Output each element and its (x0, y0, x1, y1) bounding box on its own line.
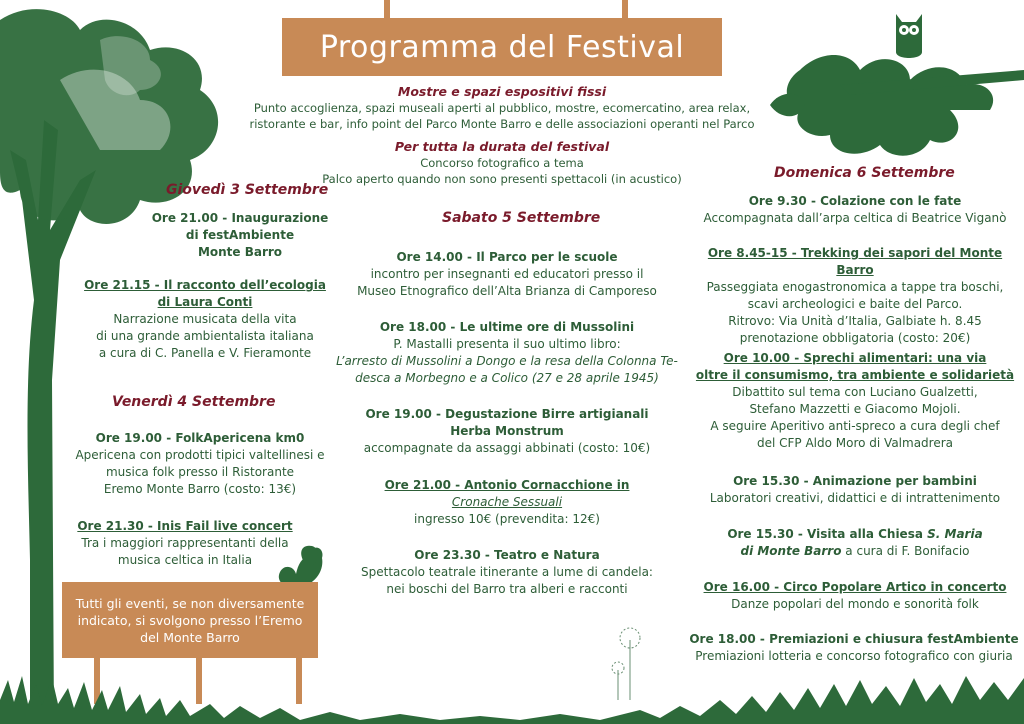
event-sunday-1 (690, 193, 1020, 227)
event-saturday-5 (342, 547, 672, 598)
event-title: Ore 16.00 - Circo Popolare Artico in concerto (703, 580, 1007, 594)
location-note: Tutti gli eventi, se non diversamente indicato, si svolgono presso l’Eremo del Monte Barro (75, 595, 305, 645)
event-title: Cronache Sessuali (451, 495, 563, 509)
event-friday-2 (70, 518, 300, 569)
event-title: Ore 8.45-15 - Trekking dei sapori del Monte Barro (707, 246, 1003, 277)
event-title: Ore 19.00 - FolkApericena km0 (95, 431, 305, 445)
event-desc: incontro per insegnanti ed educatori presso il (370, 267, 644, 281)
event-desc: Apericena con prodotti tipici valtellinesi e (75, 448, 325, 462)
fixed-line-1: Punto accoglienza, spazi museali aperti al pubblico, mostre, ecomercatino, area relax, (253, 101, 751, 115)
event-desc: scavi archeologici e baite del Parco. (747, 297, 963, 311)
event-title: Ore 10.00 - Sprechi alimentari: una via (723, 351, 987, 365)
event-desc-part: a cura di F. Bonifacio (841, 544, 970, 558)
event-desc: di una grande ambientalista italiana (96, 329, 314, 343)
event-sunday-2 (690, 245, 1020, 347)
event-desc: musica folk presso il Ristorante (105, 465, 295, 479)
duration-line-2: Palco aperto quando non sono presenti spettacoli (in acustico) (322, 172, 682, 186)
event-desc: A seguire Aperitivo anti-spreco a cura degli chef (710, 419, 1000, 433)
event-desc: del CFP Aldo Moro di Valmadrera (756, 436, 954, 450)
grass-icon (0, 670, 1024, 724)
duration-line-1: Concorso fotografico a tema (420, 156, 584, 170)
event-desc: Stefano Mazzetti e Giacomo Mojoli. (749, 402, 961, 416)
event-desc: ingresso 10€ (prevendita: 12€) (414, 512, 600, 526)
event-desc: Spettacolo teatrale itinerante a lume di candela: (361, 565, 653, 579)
event-title: Ore 21.00 - Antonio Cornacchione in (384, 478, 630, 492)
event-sunday-7 (684, 631, 1024, 665)
event-title: Herba Monstrum (450, 424, 564, 438)
event-title: Ore 9.30 - Colazione con le fate (748, 194, 962, 208)
event-title: Ore 15.30 - Animazione per bambini (733, 474, 977, 488)
event-saturday-1 (342, 249, 672, 300)
event-title-part: S. Maria (927, 527, 983, 541)
event-title: Ore 19.00 - Degustazione Birre artigianali (365, 407, 649, 421)
event-title: Monte Barro (197, 245, 283, 259)
banner-post-right (622, 0, 628, 20)
event-desc: Danze popolari del mondo e sonorità folk (731, 597, 979, 611)
day-thursday: Giovedì 3 Settembre (166, 182, 329, 198)
event-desc: a cura di C. Panella e V. Fieramonte (98, 346, 312, 360)
event-desc: desca a Morbegno e a Colico (27 e 28 aprile 1945) (355, 371, 659, 385)
event-desc: Museo Etnografico dell’Alta Brianza di Camporeso (357, 284, 657, 298)
event-sunday-3 (690, 350, 1020, 452)
event-desc: Dibattito sul tema con Luciano Gualzetti, (732, 385, 978, 399)
event-desc (690, 543, 1020, 560)
day-friday: Venerdì 4 Settembre (112, 394, 276, 410)
event-title: di Laura Conti (157, 295, 253, 309)
event-title: oltre il consumismo, tra ambiente e solidarietà (695, 368, 1015, 382)
event-sunday-4 (690, 473, 1020, 507)
event-title (690, 526, 1020, 543)
location-sign (62, 582, 318, 658)
owl-icon (892, 12, 926, 64)
event-title: di festAmbiente (185, 228, 295, 242)
event-title: Ore 21.15 - Il racconto dell’ecologia (84, 278, 326, 292)
event-desc: prenotazione obbligatoria (costo: 20€) (739, 331, 971, 345)
event-sunday-5 (690, 526, 1020, 560)
event-title: Ore 14.00 - Il Parco per le scuole (396, 250, 618, 264)
event-desc: Accompagnata dall’arpa celtica di Beatrice Viganò (703, 211, 1007, 225)
event-desc: Passeggiata enogastronomica a tappe tra boschi, (706, 280, 1004, 294)
event-sunday-6 (690, 579, 1020, 613)
event-desc: Premiazioni lotteria e concorso fotografico con giuria (695, 649, 1013, 663)
event-desc: Narrazione musicata della vita (113, 312, 297, 326)
event-desc: musica celtica in Italia (117, 553, 253, 567)
day-saturday: Sabato 5 Settembre (442, 210, 601, 226)
event-title: Ore 18.00 - Le ultime ore di Mussolini (379, 320, 635, 334)
event-title: Ore 23.30 - Teatro e Natura (414, 548, 600, 562)
event-thursday-2 (80, 277, 330, 362)
event-desc: Eremo Monte Barro (costo: 13€) (103, 482, 297, 496)
event-desc: Laboratori creativi, didattici e di intrattenimento (709, 491, 1001, 505)
event-desc: Tra i maggiori rappresentanti della (81, 536, 289, 550)
event-friday-1 (70, 430, 330, 498)
event-thursday-1 (130, 210, 350, 261)
event-desc-part: di Monte Barro (740, 544, 842, 558)
event-title: Ore 21.30 - Inis Fail live concert (77, 519, 293, 533)
event-saturday-4 (342, 477, 672, 528)
event-desc: nei boschi del Barro tra alberi e racconti (386, 582, 628, 596)
day-sunday: Domenica 6 Settembre (774, 165, 955, 181)
page-title: Programma del Festival (282, 18, 722, 76)
banner-post-left (384, 0, 390, 20)
event-saturday-3 (342, 406, 672, 457)
event-title-part: Ore 15.30 - Visita alla Chiesa (727, 527, 928, 541)
event-title: Ore 18.00 - Premiazioni e chiusura festAmbiente (689, 632, 1019, 646)
event-desc: P. Mastalli presenta il suo ultimo libro: (393, 337, 621, 351)
fixed-line-2: ristorante e bar, info point del Parco Monte Barro e delle associazioni operanti nel Parco (249, 117, 755, 131)
fixed-heading: Mostre e spazi espositivi fissi (397, 84, 607, 99)
duration-heading: Per tutta la durata del festival (394, 139, 610, 154)
event-desc: L’arresto di Mussolini a Dongo e la resa della Colonna Te- (336, 354, 678, 368)
event-saturday-2 (332, 319, 682, 387)
event-desc: accompagnate da assaggi abbinati (costo: 10€) (363, 441, 651, 455)
event-title: Ore 21.00 - Inaugurazione (151, 211, 329, 225)
event-desc: Ritrovo: Via Unità d’Italia, Galbiate h. 8.45 (728, 314, 982, 328)
